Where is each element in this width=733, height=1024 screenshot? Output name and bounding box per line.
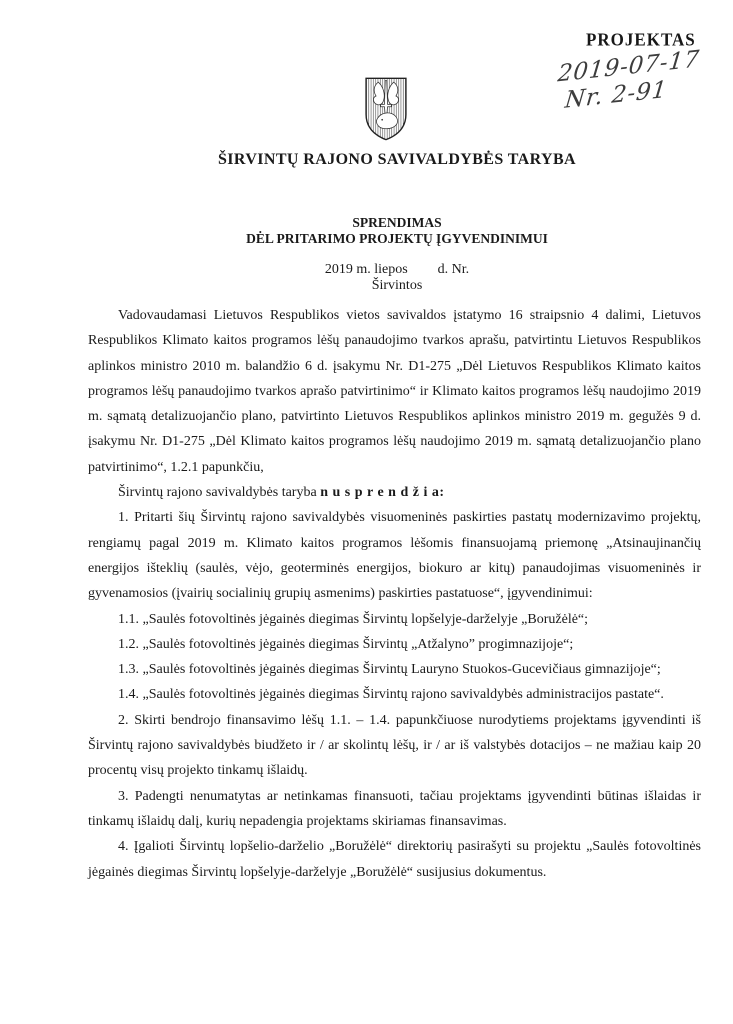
date-line (61, 262, 733, 278)
document-subject: DĖL PRITARIMO PROJEKTŲ ĮGYVENDINIMUI (246, 231, 548, 246)
document-type: SPRENDIMAS (352, 215, 442, 230)
coat-of-arms-icon (363, 76, 409, 142)
date-prefix: 2019 m. liepos (324, 262, 408, 277)
document-heading (61, 215, 733, 247)
body-paragraph: 1.2. „Saulės fotovoltinės jėgainės diegimas Širvintų „Atžalyno” progimnazijoje“; (118, 636, 574, 652)
body-paragraph: Vadovaudamasi Lietuvos Respublikos vietos savivaldos įstatymo 16 straipsnio 4 dalimi, Lietuvos Respublikos Klimato kaitos programos lėšų panaudojimo tvarkos aprašu, patvirtintu Lietuvos Respublikos aplinkos ministro 2010 m. balandžio 6 d. įsakymu Nr. D1-275 „Dėl Lietuvos Respublikos Klimato kaitos programos lėšų panaudojimo tvarkos aprašo patvirtinimo“ ir Klimato kaitos programos lėšų naudojimo 2019 m. sąmatą detalizuojančio plano, patvirtinto Lietuvos Respublikos aplinkos ministro 2019 m. gegužės 9 d. įsakymu Nr. D1-275 „Dėl Klimato kaitos programos lėšų naudojimo 2019 m. sąmatą detalizuojančio plano patvirtinimo“, 1.2.1 papunkčiu, (88, 308, 701, 475)
body-paragraph: 1.1. „Saulės fotovoltinės jėgainės diegimas Širvintų lopšelyje-darželyje „Boružėlė“; (118, 611, 589, 627)
body-paragraph: 1.3. „Saulės fotovoltinės jėgainės diegimas Širvintų Lauryno Stuokos-Gucevičiaus gimnazijoje“; (118, 662, 661, 678)
body-paragraph: 4. Įgalioti Širvintų lopšelio-darželio „Boružėlė“ direktorių pasirašyti su projektu „Saulės fotovoltinės jėgainės diegimas Širvintų lopšelyje-darželyje „Boružėlė“ susijusius dokumentus. (88, 839, 701, 880)
body-paragraph: 3. Padengti nenumatytas ar netinkamas finansuoti, tačiau projektams įgyvendinti būtinas išlaidas ir tinkamų išlaidų dalį, kurių nepadengia projektams skiriamas finansavimas. (88, 788, 701, 829)
institution-title: ŠIRVINTŲ RAJONO SAVIVALDYBĖS TARYBA (218, 151, 576, 168)
handwritten-date: 2019-07-17 (556, 46, 702, 88)
body-paragraph: 2. Skirti bendrojo finansavimo lėšų 1.1. – 1.4. papunkčiuose nurodytiems projektams įgyvendinti iš Širvintų rajono savivaldybės biudžeto ir / ar skolintų lėšų, ir / ar iš valstybės dotacijos – ne mažiau kaip 20 procentų visų projekto tinkamų išlaidų. (88, 712, 701, 779)
place-name: Širvintos (371, 277, 423, 293)
date-place-block (61, 262, 733, 293)
handwritten-annotation (554, 46, 702, 116)
body-paragraph: 1.4. „Saulės fotovoltinės jėgainės diegimas Širvintų rajono savivaldybės administracijos pastate“. (118, 687, 664, 703)
body-paragraph: 1. Pritarti šių Širvintų rajono savivaldybės visuomeninės paskirties pastatų modernizavimo projektų, rengiamų pagal 2019 m. Klimato kaitos programos lėšomis finansuojamą priemonę „Atsinaujinančių energijos išteklių (saulės, vėjo, geoterminės energijos, biokuro ar kitų) panaudojimas visuomeninės ir gyvenamosios (įvairių socialinių grupių asmenims) paskirties pastatuose“, įgyvendinimui: (88, 510, 701, 602)
date-suffix: d. Nr. (437, 262, 470, 277)
projektas-stamp: PROJEKTAS (586, 29, 696, 50)
document-body (88, 303, 701, 885)
handwritten-number: Nr. 2-91 (563, 76, 669, 114)
body-paragraph: Širvintų rajono savivaldybės taryba n u s p r e n d ž i a: (118, 485, 445, 501)
